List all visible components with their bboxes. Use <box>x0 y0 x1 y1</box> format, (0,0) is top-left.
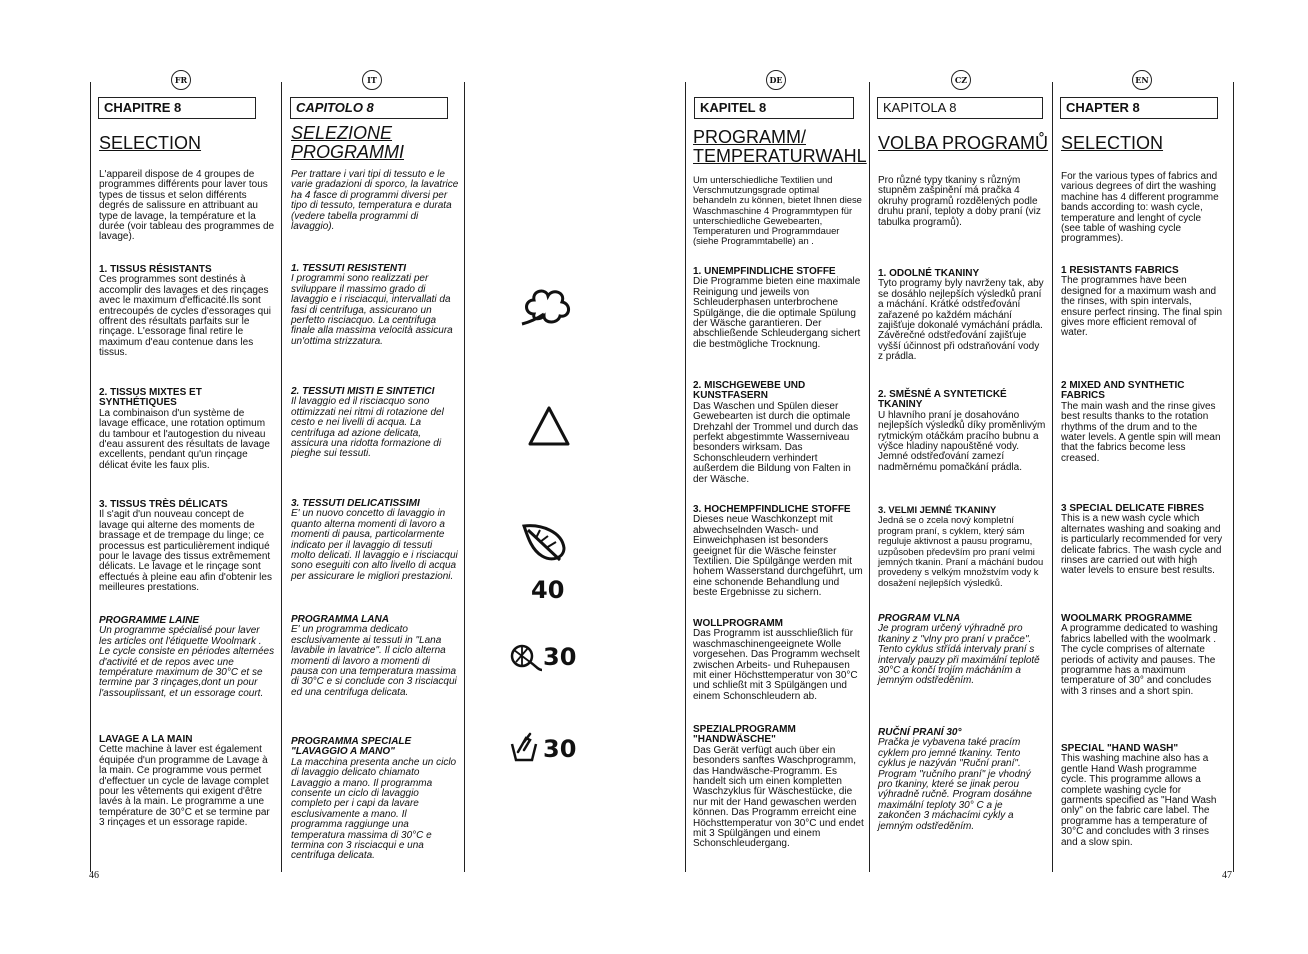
language-badge-it: IT <box>362 70 382 90</box>
text-block: 3. HOCHEMPFINDLICHE STOFFE Dieses neue Waschkonzept mit abwechselnden Wasch- und Einweichphasen ist besonders geeignet für die Wäsche feinster Textilien. Die Spülgänge werden mit hohem Wasserstand durchgeführt, um eine schonende Behandlung und beste Ergebnisse zu sichern. <box>693 504 863 599</box>
wool-temperature-label: 40 <box>531 576 565 604</box>
chapter-heading: KAPITOLA 8 <box>877 97 1043 119</box>
chapter-heading: KAPITEL 8 <box>694 97 854 119</box>
section-title: SELECTION <box>99 133 202 153</box>
text-block: 3. TESSUTI DELICATISSIMI E' un nuovo concetto di lavaggio in quanto alterna momenti di lavoro a momenti di pausa, particolarmente indicato per il lavaggio di tessuti molto delicati. Il lavaggio e i risciacqui sono eseguiti con alto livello di acqua per assicurare le migliori prestazioni. <box>291 498 458 582</box>
text-block: 2. MISCHGEWEBE UND KUNSTFASERN Das Waschen und Spülen dieser Gewebearten ist durch die optimale Drehzahl der Trommel und durch das perfekt abgestimmte Wasserniveau besonders wirksam. Das Schonschleudern verhindert außerdem die Bildung von Falten in der Wäsche. <box>693 380 859 485</box>
section-title: PROGRAMM/ TEMPERATURWAHL <box>693 127 867 166</box>
text-block: 1. TESSUTI RESISTENTI I programmi sono realizzati per sviluppare il massimo grado di lavaggio e i risciacqui, intervallati da fasi di centrifuga, assicurano un perfetto risciacquo. La centrifuga finale alla massima velocità assicura un'ottima strizzatura. <box>291 263 453 347</box>
text-block: WOLLPROGRAMM Das Programm ist ausschließlich für waschmaschinengeeignete Wolle vorgesehen. Das Programm wechselt zwischen Arbeits- und Ruhepausen mit einer Höchsttemperatur von 30°C und schließt mit 3 Spülgängen und einem Schonschleudern ab. <box>693 618 860 702</box>
column-divider <box>281 82 282 872</box>
text-block: 3. TISSUS TRÈS DÉLICATS Il s'agit d'un nouveau concept de lavage qui alterne des moments de brassage et de trempage du linge; ce processus est particulièrement indiqué pour le lavage des tissus extrêmement délicats. Le lavage et le rinçage sont effectués à pleine eau afin d'obtenir les meilleures prestations. <box>99 499 272 594</box>
triangle-icon <box>526 404 572 448</box>
column-divider <box>869 82 870 872</box>
text-block: 2. TISSUS MIXTES ET SYNTHÉTIQUES La combinaison d'un système de lavage efficace, une rotation optimum du tambour et l'autogestion du niveau d'eau assurent des résultats de lavage excellents, pendant qu'un rinçage délicat évite les faux plis. <box>99 387 270 471</box>
column-divider <box>1052 82 1053 872</box>
text-block: PROGRAM VLNA Je program určený výhradně pro tkaniny z "vlny pro praní v pračce". Tento cyklus střídá intervaly praní s intervaly pauzy při maximální teplotě 30°C a končí trojím mácháním a jemným odstředěním. <box>878 613 1040 687</box>
text-block: PROGRAMMA SPECIALE "LAVAGGIO A MANO" La macchina presenta anche un ciclo di lavaggio delicato chiamato Lavaggio a mano. Il programma consente un ciclo di lavaggio completo per i capi da lavare esclusivamente a mano. Il programma raggiunge una temperatura massima di 30°C e termina con 3 risciacqui e una centrifuga delicata. <box>291 736 457 862</box>
intro-text: Um unterschiedliche Textilien und Verschmutzungsgrade optimal behandeln zu können, bietet Ihnen diese Waschmaschine 4 Programmtypen für unterschiedliche Gewebearten, Temperaturen und Programmdauer (siehe Programmtabelle) an . <box>693 174 862 247</box>
section-title: SELEZIONE PROGRAMMI <box>291 123 405 162</box>
chapter-heading: CHAPTER 8 <box>1060 97 1218 119</box>
text-block: SPECIAL "HAND WASH" This washing machine also has a gentle Hand Wash programme cycle. This programme allows a complete washing cycle for garments specified as "Hand Wash only" on the fabric care label. The programme has a temperature of 30°C and concludes with 3 rinses and a slow spin. <box>1061 743 1217 848</box>
feather-icon <box>518 520 570 566</box>
text-block: 1. TISSUS RÉSISTANTS Ces programmes sont destinés à accomplir des lavages et des rinçages avec le maximum d'efficacité.Ils sont entrecoupés de cycles d'essorages qui offrent des résultats parfaits sur le rinçage. L'essorage final retire le maximum d'eau contenue dans les tissus. <box>99 264 272 359</box>
text-block: SPEZIALPROGRAMM "HANDWÄSCHE" Das Gerät verfügt auch über ein besonders sanftes Waschprogramm, das Handwäsche-Programm. Es handelt sich um einen kompletten Waschzyklus für Wäschestücke, die nur mit der Hand gewaschen werden können. Das Programm erreicht eine Höchsttemperatur von 30°C und endet mit 3 Spülgängen und einem Schonschleudergang. <box>693 724 864 850</box>
text-block: 2. SMĚSNÉ A SYNTETICKÉ TKANINY U hlavního praní je dosahováno nejlepších výsledků díky proměnlivým rytmickým otáčkám pracího bubnu a výšce hladiny napouštěné vody. Jemné odstřeďování zamezí nadměrnému pomačkání prádla. <box>878 389 1046 473</box>
hand-wash-icon <box>508 730 542 764</box>
column-divider <box>685 82 686 872</box>
text-block: WOOLMARK PROGRAMME A programme dedicated to washing fabrics labelled with the woolmark . The cycle comprises of alternate periods of activity and pauses. The programme has a maximum temperature of 30° and concludes with 3 rinses and a short spin. <box>1061 613 1218 697</box>
language-badge-en: EN <box>1132 70 1152 90</box>
chapter-heading: CHAPITRE 8 <box>98 97 256 119</box>
chapter-heading: CAPITOLO 8 <box>290 97 448 119</box>
page-number-right: 47 <box>1222 870 1232 881</box>
language-badge-de: DE <box>766 70 786 90</box>
intro-text: For the various types of fabrics and various degrees of dirt the washing machine has 4 different programme bands according to: wash cycle, temperature and lenght of cycle (see table of washing cycle programmes). <box>1061 171 1219 245</box>
cotton-flower-icon <box>518 284 576 328</box>
column-divider <box>1233 82 1234 872</box>
page-number-left: 46 <box>89 870 99 881</box>
text-block: PROGRAMME LAINE Un programme spécialisé pour laver les articles ont l'étiquette Woolmark . Le cycle consiste en périodes alternées d'activité et de repos avec une température maximum de 30°C et se termine par 3 rinçages,dont un pour l'assouplissant, et un essorage court. <box>99 615 275 699</box>
text-block: 2. TESSUTI MISTI E SINTETICI Il lavaggio ed il risciacquo sono ottimizzati nei ritmi di rotazione del cesto e nei livelli di acqua. La centrifuga ad azione delicata, assicura una ridotta formazione di pieghe sui tessuti. <box>291 386 444 460</box>
language-badge-cz: CZ <box>951 70 971 90</box>
column-divider <box>464 82 465 872</box>
text-block: 3 SPECIAL DELICATE FIBRES This is a new wash cycle which alternates washing and soaking and is particularly recommended for very delicate fabrics. The wash cycle and rinses are carried out with high water levels to ensure best results. <box>1061 503 1223 577</box>
text-block: 3. VELMI JEMNÉ TKANINY Jedná se o zcela nový kompletní program praní, s cyklem, který sám reguluje aktivnost a pausu programu, uzpůsoben především pro praní velmi jemných tkanin. Praní a máchání budou provedeny s velkým množstvím vody k dosažení nejlepších výsledků. <box>878 504 1044 588</box>
intro-text: Pro různé typy tkaniny s různým stupněm zašpinění má pračka 4 okruhy programů rozdělených podle druhu praní, teploty a doby praní (viz tabulka programů). <box>878 175 1041 228</box>
handwash-temperature-label: 30 <box>543 735 577 763</box>
text-block: 1. ODOLNÉ TKANINY Tyto programy byly navrženy tak, aby se dosáhlo nejlepších výsledků praní a máchání. Krátké odstřeďování zařazené po každém máchání zajišťuje dokonalé vymáchání prádla. Závěrečné odstřeďování zajišťuje vyšší účinnost při odstraňování vody z prádla. <box>878 268 1044 363</box>
text-block: 2 MIXED AND SYNTHETIC FABRICS The main wash and the rinse gives best results thanks to the rotation rhythms of the drum and to the water levels. A gentle spin will mean that the fabrics become less creased. <box>1061 380 1221 464</box>
text-block: RUČNÍ PRANÍ 30° Pračka je vybavena také pracím cyklem pro jemné tkaniny. Tento cyklus je nazýván "Ruční praní". Program "ručního praní" je vhodný pro tkaniny, které se jinak perou výhradně ručně. Program dosáhne maximální teploty 30° C a je zakončen 3 máchacími cykly a jemným odstředěním. <box>878 727 1032 832</box>
intro-text: L'appareil dispose de 4 groupes de programmes différents pour laver tous types de tissus et selon différents degrés de salissure en attribuant au type de lavage, la température et la durée (voir tableau des programmes de lavage). <box>99 169 275 243</box>
text-block: LAVAGE A LA MAIN Cette machine à laver est également équipée d'un programme de Lavage à la main. Ce programme vous permet d'effectuer un cycle de lavage complet pour les vêtements qui exigent d'être lavés à la main. Le programme a une température de 30°C et se termine par 3 rinçages et un essorage rapide. <box>99 734 270 829</box>
intro-text: Per trattare i vari tipi di tessuto e le varie gradazioni di sporco, la lavatrice ha 4 fasce di programmi diversi per tipo di tessuto, temperatura e durata (vedere tabella programmi di lavaggio). <box>291 169 459 233</box>
text-block: PROGRAMMA LANA E' un programma dedicato esclusivamente ai tessuti in "Lana lavabile in lavatrice". Il ciclo alterna momenti di lavoro a momenti di pausa con una temperatura massima di 30°C e si conclude con 3 risciacqui ed una centrifuga delicata. <box>291 614 457 698</box>
text-block: 1 RESISTANTS FABRICS The programmes have been designed for a maximum wash and the rinses, with spin intervals, ensure perfect rinsing. The final spin gives more efficient removal of water. <box>1061 265 1223 339</box>
column-divider <box>90 82 91 872</box>
hand-temperature-label: 30 <box>543 643 577 671</box>
text-block: 1. UNEMPFINDLICHE STOFFE Die Programme bieten eine maximale Reinigung und jeweils von Schleuderphasen unterbrochene Spülgänge, die die optimale Spülung der Wäsche garantieren. Der abschließende Schleudergang sichert die bestmögliche Trocknung. <box>693 266 861 350</box>
language-badge-fr: FR <box>171 70 191 90</box>
section-title: SELECTION <box>1061 133 1164 153</box>
wool-skein-icon <box>508 640 544 674</box>
section-title: VOLBA PROGRAMŮ <box>878 133 1049 153</box>
